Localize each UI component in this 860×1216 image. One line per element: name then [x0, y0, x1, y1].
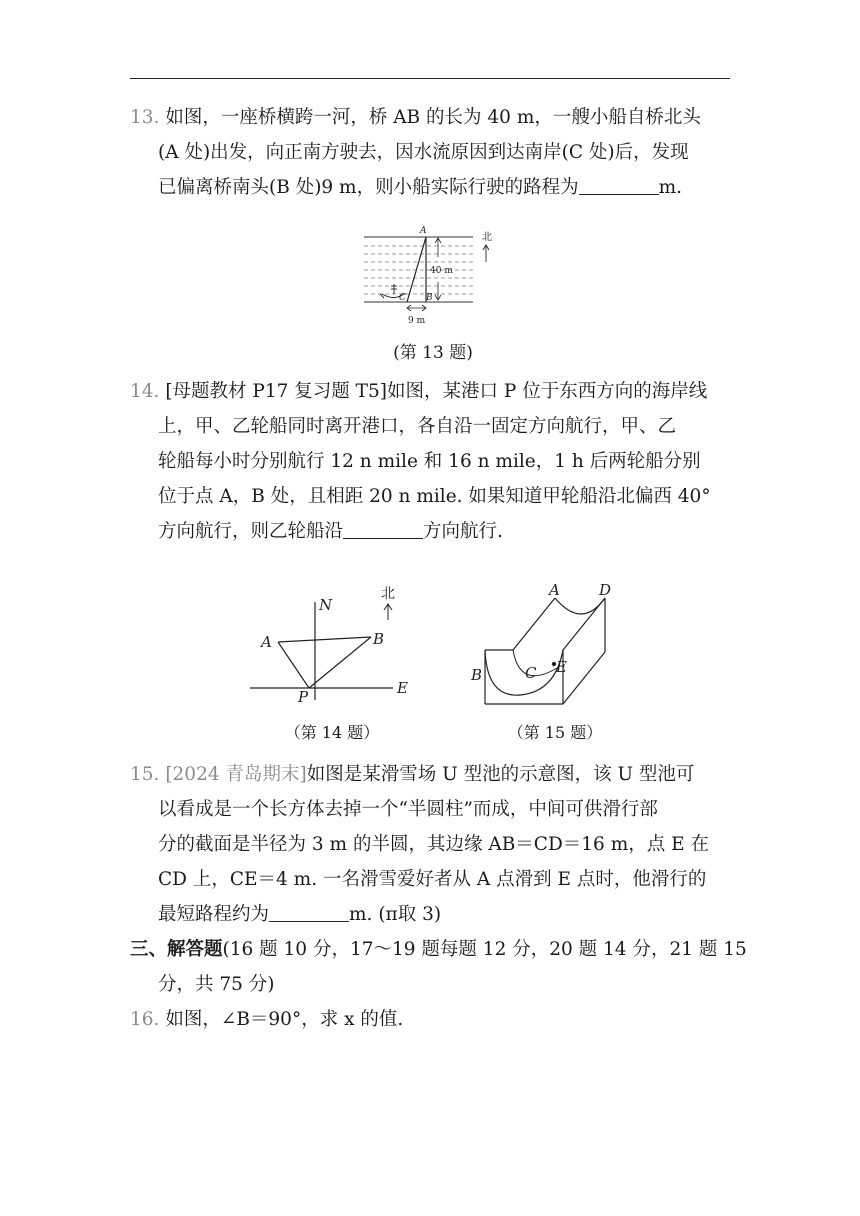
- question-text-line: CD 上，CE＝4 m. 一名滑雪爱好者从 A 点滑到 E 点时，他滑行的: [158, 869, 707, 890]
- section-scoring: (16 题 10 分，17～19 题每题 12 分，20 题 14 分，21 题 15: [222, 939, 747, 960]
- figure-14-caption: （第 14 题）: [284, 723, 380, 742]
- question-text-line: 以看成是一个长方体去掉一个“半圆柱”而成，中间可供滑行部: [158, 799, 658, 820]
- figure-15-caption: （第 15 题）: [507, 723, 603, 742]
- question-15: [130, 757, 734, 932]
- figure-label: A: [261, 633, 272, 651]
- question-number: 16.: [130, 1009, 160, 1030]
- figure-label: A: [420, 226, 427, 236]
- figure-label: 40 m: [430, 266, 453, 276]
- question-text-line: 方向航行.: [423, 521, 503, 542]
- question-text-line: m. (π取 3): [349, 904, 442, 925]
- figure-label: E: [556, 658, 567, 676]
- figure-label: C: [525, 664, 537, 682]
- question-text-line: 轮船每小时分别航行 12 n mile 和 16 n mile，1 h 后两轮船分别: [158, 451, 701, 472]
- figure-label: A: [549, 581, 560, 599]
- answer-blank[interactable]: [579, 174, 659, 195]
- north-label: 北: [482, 232, 492, 243]
- north-arrow-icon: [483, 245, 489, 262]
- figure-13-caption: (第 13 题): [393, 343, 473, 363]
- answer-blank[interactable]: [269, 901, 349, 922]
- figure-label: D: [599, 581, 612, 599]
- question-text-line: (A 处)出发，向正南方驶去，因水流原因到达南岸(C 处)后，发现: [158, 142, 689, 163]
- question-number: 13.: [130, 107, 160, 128]
- figure-14: [245, 580, 425, 705]
- north-label: 北: [381, 586, 395, 602]
- figure-13: [358, 222, 508, 327]
- question-text-line: 上，甲、乙轮船同时离开港口，各自沿一固定方向航行，甲、乙: [158, 416, 677, 437]
- figure-label: E: [397, 679, 408, 697]
- figure-label: B: [373, 630, 385, 648]
- question-source: [母题教材 P17 复习题 T5]: [165, 381, 387, 402]
- section-3: [130, 932, 747, 1002]
- section-title: 三、解答题: [130, 939, 223, 960]
- question-text-line: 最短路程约为: [158, 904, 270, 925]
- answer-blank[interactable]: [343, 518, 423, 539]
- question-source: [2024 青岛期末]: [165, 764, 307, 785]
- question-text-line: 如图，∠B＝90°，求 x 的值.: [165, 1009, 404, 1030]
- figure-label: N: [319, 596, 333, 614]
- question-text-line: 已偏离桥南头(B 处)9 m，则小船实际行驶的路程为: [158, 177, 579, 198]
- question-14: [130, 374, 734, 549]
- question-number: 14.: [130, 381, 160, 402]
- section-scoring: 分，共 75 分): [158, 974, 275, 995]
- question-text-line: 如图是某滑雪场 U 型池的示意图，该 U 型池可: [306, 764, 695, 785]
- figure-label: B: [471, 666, 483, 684]
- question-text-line: 如图，一座桥横跨一河，桥 AB 的长为 40 m，一艘小船自桥北头: [165, 107, 701, 128]
- north-arrow-icon: [384, 604, 392, 620]
- question-text-line: m.: [658, 177, 683, 198]
- question-number: 15.: [130, 764, 160, 785]
- figure-label: 9 m: [408, 316, 426, 326]
- figure-label: C: [399, 293, 406, 303]
- figure-15: [465, 580, 635, 710]
- question-text-line: 分的截面是半径为 3 m 的半圆，其边缘 AB＝CD＝16 m，点 E 在: [158, 834, 710, 855]
- figure-label: P: [298, 688, 309, 705]
- question-text-line: 方向航行，则乙轮船沿: [158, 521, 344, 542]
- header-rule: [130, 78, 730, 79]
- question-16: [130, 1002, 734, 1037]
- question-13: [130, 100, 734, 205]
- question-text-line: 如图，某港口 P 位于东西方向的海岸线: [387, 381, 708, 402]
- figure-label: B: [426, 293, 433, 303]
- question-text-line: 位于点 A，B 处，且相距 20 n mile. 如果知道甲轮船沿北偏西 40°: [158, 486, 711, 507]
